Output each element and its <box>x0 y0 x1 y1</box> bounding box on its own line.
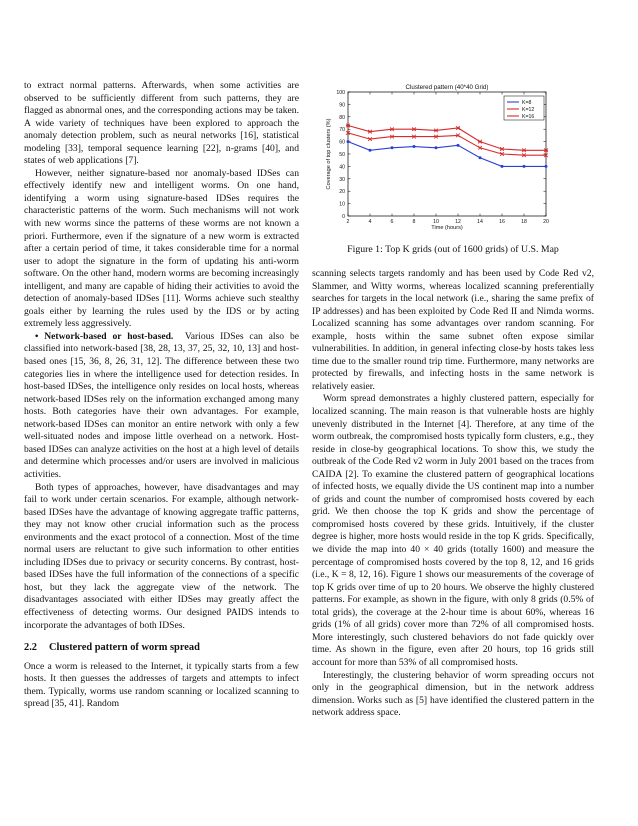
legend-label: K=8 <box>522 100 532 106</box>
y-tick-label: 10 <box>339 201 345 208</box>
data-point <box>523 165 526 168</box>
x-tick-label: 14 <box>477 219 483 225</box>
paragraph: However, neither signature-based nor anomaly-based IDSes can effectively identify new and intelligent worms. On one hand, identifying a worm using signature-based IDSes requires the characteristic patterns of the worm. Such mechanisms will not work with new worms since the patterns of these worms are not known a priori. Furthermore, even if the signature of a new worm is extracted after a certain period of time, it takes considerable time for a normal user to adopt the signature in the form of updating his anti-worm software. On the other hand, modern worms are becoming increasingly intelligent, and many are capable of hiding their activities to avoid the detection of anomaly-based IDSes [11]. Worms achieve such stealthy goals either by learning the rules used by the IDS or by acting extremely less aggressively. <box>24 167 299 330</box>
data-point <box>412 127 416 131</box>
data-point <box>478 140 482 144</box>
paragraph: Once a worm is released to the Internet, it typically starts from a few hosts. It then guesses the addresses of targets and attempts to infect them. Typically, worms use random scanning or localized scanning to spread [35, 41]. Random <box>24 660 299 710</box>
section-title: Clustered pattern of worm spread <box>49 642 200 654</box>
bullet-heading: • Network-based or host-based. <box>35 330 174 342</box>
legend-label: K=16 <box>522 114 535 120</box>
paragraph: to extract normal patterns. Afterwards, when some activities are observed to be sufficiently different from such patterns, they are flagged as abnormal ones, and the corresponding actions may be taken. A wide variety of techniques have been explored to approach the anomaly detection problem, such as neural networks [16], statistical modeling [33], temporal sequence learning [22], n-grams [40], and states of web applications [7]. <box>24 80 299 167</box>
series-line-k-12 <box>348 133 546 155</box>
data-point <box>545 165 548 168</box>
x-axis-label: Time (hours) <box>431 225 463 230</box>
right-column <box>312 268 594 720</box>
chart-title: Clustered pattern (40*40 Grid) <box>405 84 489 91</box>
data-point <box>347 140 350 143</box>
paragraph: scanning selects targets randomly and has been used by Code Red v2, Slammer, and Witty worms, whereas localized scanning preferentially searches for targets in the local network (i.e., sharing the same prefix of IP addresses) and has been exploited by Code Red II and Nimda worms. Localized scanning has some advantages over random scanning. For example, hosts within the same subnet often expose similar vulnerabilities. In addition, in general infecting close-by hosts takes less time due to the smaller round trip time. Furthermore, many networks are protected by firewalls, and infecting hosts in the same network is relatively easier. <box>312 268 594 392</box>
data-point <box>522 148 526 152</box>
data-point <box>434 129 438 133</box>
line-chart <box>310 80 600 230</box>
data-point <box>501 165 504 168</box>
bullet-text: Various IDSes can also be classified into network-based [38, 28, 13, 37, 25, 32, 10, 13] and host-based ones [15, 36, 8, 26, 31, 12]. The difference between these two categories lies in where the intelligence used for detection resides. In host-based IDSes, the intelligence only resides on local hosts, whereas network-based IDSes rely on the information exchanged among many hosts. Both categories have their own advantages. For example, network-based IDSes can monitor an entire network with only a few well-situated nodes and impose little overhead on a network. Host-based IDSes can analyze activities on the host at a high level of details and determine which processes and/or users are involved in malicious activities. <box>24 330 300 480</box>
legend-label: K=12 <box>522 107 535 113</box>
section-heading <box>24 642 299 655</box>
y-tick-label: 60 <box>339 139 345 146</box>
data-point <box>369 149 372 152</box>
data-point <box>368 130 372 134</box>
data-point <box>391 146 394 149</box>
y-axis-label: Coverage of top clusters (%) <box>326 118 332 190</box>
figure-1 <box>310 80 600 230</box>
data-point <box>413 145 416 148</box>
data-point <box>456 126 460 130</box>
paragraph: Both types of approaches, however, have disadvantages and may fail to work under certain scenarios. For example, although network-based IDSes have the advantage of knowing aggregate traffic patterns, they may not know other crucial information such as the process environments and the exact protocol of a connection. Most of the time normal users are reluctant to give such information to other entities including IDSes due to privacy or security concerns. By contrast, host-based IDSes have the full information of the connections of a specific host, but they lack the aggregate view of the network. The disadvantages associated with either IDSes may greatly affect the effectiveness of detecting worms. Our designed PAIDS intends to incorporate the advantages of both IDSes. <box>24 481 299 631</box>
left-column <box>24 80 299 711</box>
y-tick-label: 20 <box>339 189 345 196</box>
data-point <box>435 146 438 149</box>
x-tick-label: 6 <box>390 219 394 225</box>
y-tick-label: 90 <box>339 102 345 109</box>
x-tick-label: 18 <box>521 219 527 225</box>
x-tick-label: 20 <box>543 219 549 225</box>
x-tick-label: 2 <box>346 219 350 225</box>
section-number: 2.2 <box>24 642 37 654</box>
y-tick-label: 100 <box>336 90 345 96</box>
data-point <box>390 127 394 131</box>
data-point <box>500 147 504 151</box>
paragraph: Interestingly, the clustering behavior of worm spreading occurs not only in the geographical dimension, but in the network address dimension. Works such as [5] have identified the clustered pattern in the network address space. <box>312 669 594 719</box>
data-point <box>457 144 460 147</box>
y-tick-label: 40 <box>339 164 345 171</box>
x-tick-label: 8 <box>412 219 416 225</box>
x-tick-label: 16 <box>499 219 505 225</box>
bullet-paragraph <box>24 331 299 482</box>
series-line-k-8 <box>348 142 546 167</box>
y-tick-label: 0 <box>342 214 345 220</box>
figure-caption: Figure 1: Top K grids (out of 1600 grids) of U.S. Map <box>347 244 559 255</box>
y-tick-label: 80 <box>339 114 345 121</box>
data-point <box>479 156 482 159</box>
x-tick-label: 10 <box>433 219 439 225</box>
y-tick-label: 50 <box>339 152 345 158</box>
x-tick-label: 4 <box>368 219 372 225</box>
y-tick-label: 70 <box>339 127 345 134</box>
paragraph: Worm spread demonstrates a highly clustered pattern, especially for localized scanning. The main reason is that vulnerable hosts are highly unevenly distributed in the Internet [4]. Therefore, at any time of the worm outbreak, the compromised hosts typically form clusters, e.g., they reside in close-by geographical locations. To show this, we study the outbreak of the Code Red v2 worm in July 2001 based on the traces from CAIDA [2]. To examine the clustered pattern of geographical locations of infected hosts, we equally divide the US continent map into a number of grids and count the number of compromised hosts covered by each grid. We then choose the top K grids and show the percentage of compromised hosts covered by these grids. Intuitively, if the cluster degree is higher, more hosts would reside in the top K grids. Specifically, we divide the map into 40 × 40 grids (totally 1600) and measure the percentage of compromised hosts covered by the top 8, 12, and 16 grids (i.e., K = 8, 12, 16). Figure 1 shows our measurements of the coverage of top K grids over time of up to 20 hours. We observe the highly clustered patterns. For example, as shown in the figure, with only 8 grids (0.5% of total grids), the coverage at the 2-hour time is about 60%, whereas 16 grids (1% of all grids) cover more than 72% of all compromised hosts. More interestingly, such clustered behaviors do not fade quickly over time. As shown in the figure, even after 20 hours, top 16 grids still account for more than 53% of all compromised hosts. <box>312 393 594 668</box>
y-tick-label: 30 <box>339 176 345 183</box>
x-tick-label: 12 <box>455 219 461 225</box>
